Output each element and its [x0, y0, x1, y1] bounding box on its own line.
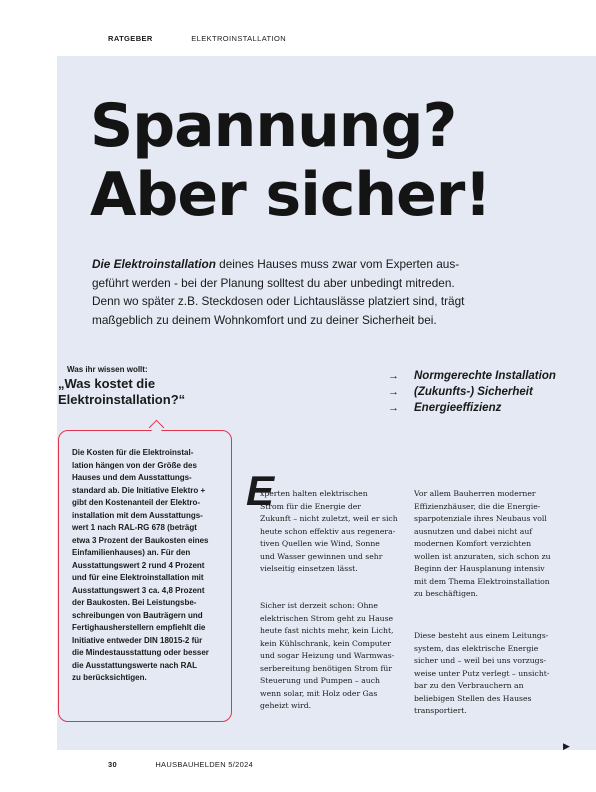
key-point-text: Normgerechte Installation: [414, 370, 556, 382]
body-column-2-paragraph-2: [414, 630, 559, 718]
key-point: [388, 384, 556, 400]
continue-triangle-icon: ▶: [563, 741, 570, 751]
topic-label: ELEKTROINSTALLATION: [191, 34, 287, 43]
article-title: [90, 92, 491, 230]
section-label: RATGEBER: [108, 34, 153, 43]
question-intro: Was ihr wissen wollt:: [67, 365, 148, 374]
drop-cap: E: [246, 467, 275, 514]
arrow-right-icon: →: [388, 370, 399, 382]
page-number: 30: [108, 760, 117, 769]
lead-emphasis: Die Elektroinstallation: [92, 257, 216, 271]
body-text: Diese besteht aus einem Leitungs- system, das elektrische Energie sicher und – weil bei uns vorzugs- weise unter Putz verlegt – unsicht- bar zu den Verbrauchern an beliebigen Stellen des Hauses transportiert.: [414, 631, 550, 715]
key-points-list: [388, 368, 556, 416]
key-point-text: Energieeffizienz: [414, 402, 502, 414]
arrow-right-icon: →: [388, 386, 399, 398]
body-column-1-paragraph-1: [260, 488, 405, 576]
key-point: [388, 368, 556, 384]
magazine-issue: HAUSBAUHELDEN 5/2024: [155, 760, 254, 769]
page-header: [108, 34, 286, 43]
lead-text: deines Hauses muss zwar vom Experten aus- geführt werden - bei der Planung solltest du aber unbedingt mitreden. Denn wo später z.B. Steckdosen oder Lichtauslässe platziert sind, trägt maßgeblich zu deinem Wohnkomfort und zu deiner Sicherheit bei.: [92, 257, 465, 327]
title-line-2: Aber sicher!: [90, 160, 491, 230]
body-text: Sicher ist derzeit schon: Ohne elektrischen Strom geht zu Hause heute fast nichts mehr, kein Licht, kein Kühlschrank, kein Computer und sogar Heizung und Warmwas- serbereitung benötigen Strom für Steuerung und Pumpen – auch wenn solar, mit Holz oder Gas geheizt wird.: [260, 601, 395, 710]
lead-paragraph: [92, 255, 482, 329]
body-column-1-paragraph-2: [260, 600, 405, 713]
arrow-right-icon: →: [388, 402, 399, 414]
answer-callout-text: Die Kosten für die Elektroinstal- lation hängen von der Größe des Hauses und dem Ausstattungs- standard ab. Die Initiative Elektro + gibt den Kostenanteil der Elektro- installation mit dem Ausstattungs- wert 1 nach RAL-RG 678 (beträgt etwa 3 Prozent der Baukosten eines Einfamilienhauses) an. Für den Ausstattungswert 2 rund 4 Prozent und für eine Elektroinstallation mit Ausstattungswert 3 ca. 4,8 Prozent der Baukosten. Bei Leistungsbe- schreibungen von Bauträgern und Fertighausherstellern empfiehlt die Initiative entweder DIN 18015-2 für die Mindestausstattung oder besser die Ausstattungswerte nach RAL zu berücksichtigen.: [72, 448, 209, 682]
body-text: xperten halten elektrischen Strom für die Energie der Zukunft – nicht zuletzt, weil er sich heute schon effektiv aus regenera- tiven Quellen wie Wind, Sonne und Wasser gewinnen und sehr vielseitig einsetzen lässt.: [260, 489, 398, 573]
body-text: Vor allem Bauherren moderner Effizienzhäuser, die die Energie- sparpotenziale ihres Neubaus voll ausnutzen und dabei nicht auf modernen Komfort verzichten wollen ist anzuraten, sich schon zu Beginn der Hausplanung intensiv mit dem Thema Elektroinstallation zu beschäftigen.: [414, 489, 551, 598]
title-line-1: Spannung?: [90, 91, 457, 161]
body-column-2-paragraph-1: [414, 488, 559, 601]
question-title: „Was kostet die Elektroinstallation?“: [58, 376, 186, 407]
page-footer: [108, 760, 253, 769]
key-point-text: (Zukunfts-) Sicherheit: [414, 386, 533, 398]
key-point: [388, 400, 556, 416]
